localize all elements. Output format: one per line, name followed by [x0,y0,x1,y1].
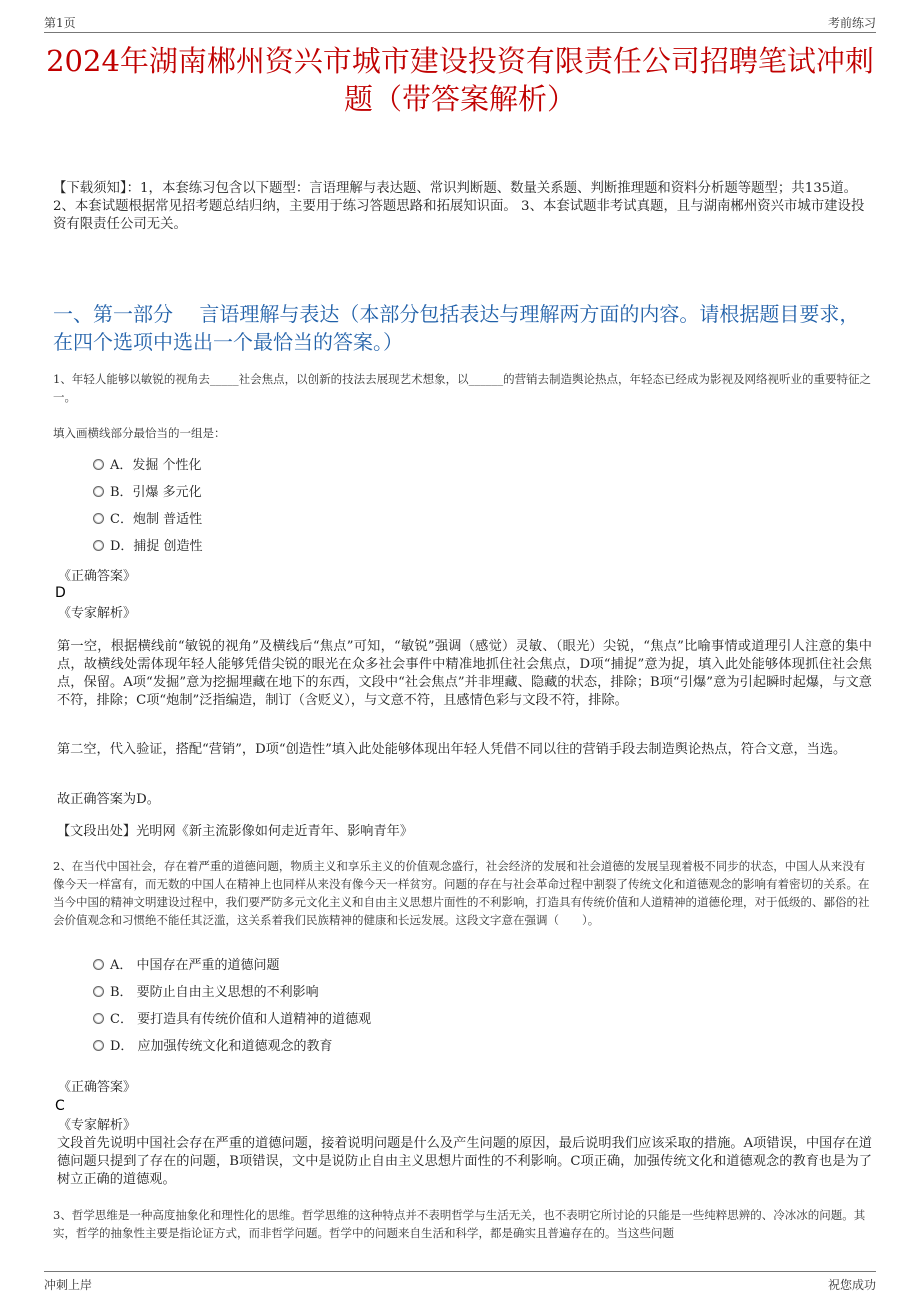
q2-analysis: 文段首先说明中国社会存在严重的道德问题，接着说明问题是什么及产生问题的原因，最后说明我们应该采取的措施。A项错误，中国存在道德问题只提到了存在的问题，B项错误，文中是说防止自由主义思想片面性的不利影响。C项正确，加强传统文化和道德观念的教育也是为了树立正确的道德观。 [57,1136,872,1187]
header-label: 考前练习 [827,16,876,30]
q1-analysis-2: 第二空，代入验证，搭配“营销”，D项“创造性”填入此处能够体现出年轻人凭借不同以往的营销手段去制造舆论热点，符合文意，当选。 [57,742,847,757]
question-1-text: 1、年轻人能够以敏锐的视角去_____社会焦点，以创新的技法去展现艺术想象，以______的营销去制造舆论热点，年轻态已经成为影视及网络视听业的重要特征之一。 [53,372,872,404]
q1-option-d[interactable]: D．捕捉 创造性 [93,538,203,556]
q2-option-d[interactable]: D． 应加强传统文化和道德观念的教育 [93,1038,333,1056]
page-footer [44,1271,876,1292]
q2-answer-label: 《正确答案》 [58,1080,137,1095]
radio-icon[interactable] [93,986,104,997]
footer-right: 祝您成功 [827,1278,876,1292]
q1-answer-label: 《正确答案》 [58,569,137,584]
q1-option-c[interactable]: C．炮制 普适性 [93,511,202,529]
section-heading: 一、第一部分 言语理解与表达（本部分包括表达与理解两方面的内容。请根据题目要求，在四个选项中选出一个最恰当的答案。） [53,302,860,354]
footer-left: 冲刺上岸 [44,1278,93,1292]
q1-answer: D [55,585,66,601]
page-number: 第1页 [44,16,76,30]
radio-icon[interactable] [93,959,104,970]
q1-analysis-3: 故正确答案为D。 [57,792,160,807]
q1-source: 【文段出处】光明网《新主流影像如何走近青年、影响青年》 [57,824,414,839]
q2-answer: C [55,1098,65,1114]
question-3-text: 3、哲学思维是一种高度抽象化和理性化的思维。哲学思维的这种特点并不表明哲学与生活无关，也不表明它所讨论的只能是一些纯粹思辨的、冷冰冰的问题。其实，哲学的抽象性主要是指论证方式，而非哲学问题。哲学中的问题来自生活和科学，都是确实且普遍存在的。当这些问题 [53,1208,866,1240]
page-header [44,12,876,33]
document-title: 2024年湖南郴州资兴市城市建设投资有限责任公司招聘笔试冲刺题（带答案解析） [46,44,874,116]
q2-analysis-label: 《专家解析》 [58,1118,137,1133]
download-notice: 【下载须知】：1，本套练习包含以下题型：言语理解与表达题、常识判断题、数量关系题、判断推理题和资料分析题等题型；共135道。 2、本套试题根据常见招考题总结归纳，主要用于练习答题思路和拓展知识面。 3、本套试题非考试真题，且与湖南郴州资兴市城市建设投资有限责任公司无关。 [53,181,865,232]
q2-option-b[interactable]: B． 要防止自由主义思想的不利影响 [93,984,319,1002]
q1-analysis-1: 第一空，根据横线前“敏锐的视角”及横线后“焦点”可知，“敏锐”强调（感觉）灵敏、（眼光）尖锐，“焦点”比喻事情或道理引人注意的集中点，故横线处需体现年轻人能够凭借尖锐的眼光在众多社会事件中精准地抓住社会焦点，D项“捕捉”意为捉，填入此处能够体现抓住社会焦点，保留。A项“发掘”意为挖掘埋藏在地下的东西，文段中“社会焦点”并非埋藏、隐藏的状态，排除；B项“引爆”意为引起瞬时起爆，与文意不符，排除；C项“炮制”泛指编造，制订（含贬义），与文意不符，且感情色彩与文段不符，排除。 [57,639,872,708]
question-1-prompt: 填入画横线部分最恰当的一组是： [53,426,226,440]
q2-option-c[interactable]: C． 要打造具有传统价值和人道精神的道德观 [93,1011,371,1029]
radio-icon[interactable] [93,513,104,524]
q1-analysis-label: 《专家解析》 [58,606,137,621]
radio-icon[interactable] [93,486,104,497]
q1-option-b[interactable]: B．引爆 多元化 [93,484,202,502]
q2-option-a[interactable]: A． 中国存在严重的道德问题 [93,957,280,975]
radio-icon[interactable] [93,459,104,470]
q1-option-a[interactable]: A．发掘 个性化 [93,457,202,475]
radio-icon[interactable] [93,1013,104,1024]
radio-icon[interactable] [93,1040,104,1051]
question-2-text: 2、在当代中国社会，存在着严重的道德问题，物质主义和享乐主义的价值观念盛行，社会经济的发展和社会道德的发展呈现着极不同步的状态，中国人从来没有像今天一样富有，而无数的中国人在精神上也同样从来没有像今天一样贫穷。问题的存在与社会革命过程中割裂了传统文化和道德观念的影响有着密切的关系。在当今中国的精神文明建设过程中，我们要严防多元文化主义和自由主义思想片面性的不利影响，打造具有传统价值和人道精神的道德伦理，对于低级的、鄙俗的社会价值观念和习惯绝不能任其泛滥，这关系着我们民族精神的健康和长远发展。这段文字意在强调（ ）。 [53,859,870,927]
radio-icon[interactable] [93,540,104,551]
